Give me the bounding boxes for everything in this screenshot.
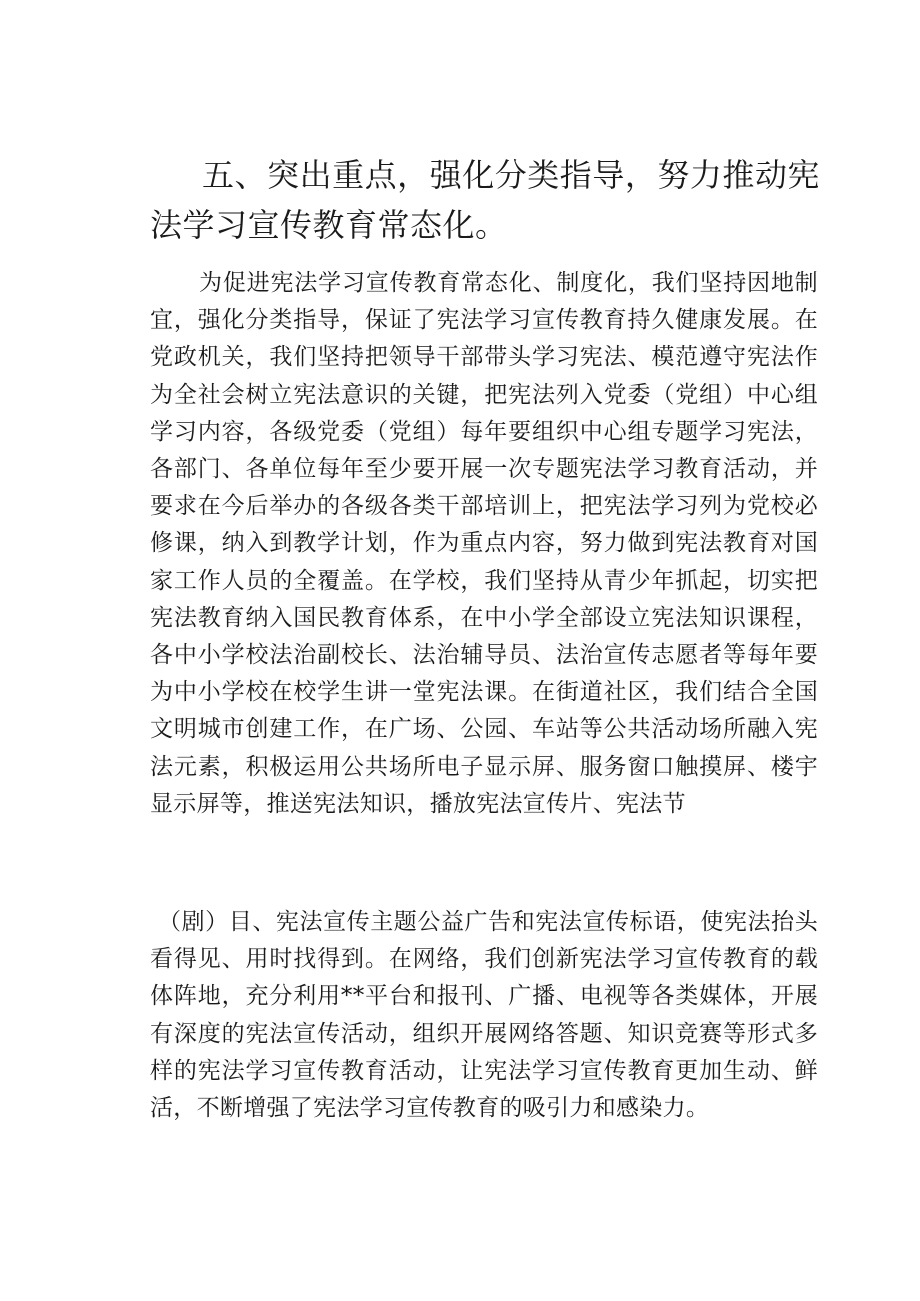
section-heading: 五、突出重点，强化分类指导，努力推动宪法学习宣传教育常态化。 — [150, 156, 820, 244]
body-paragraph-1: 为促进宪法学习宣传教育常态化、制度化，我们坚持因地制宜，强化分类指导，保证了宪法学习宣传教育持久健康发展。在党政机关，我们坚持把领导干部带头学习宪法、模范遵守宪法作为全社会树立宪法意识的关键，把宪法列入党委（党组）中心组学习内容，各级党委（党组）每年要组织中心组专题学习宪法，各部门、各单位每年至少要开展一次专题宪法学习教育活动，并要求在今后举办的各级各类干部培训上，把宪法学习列为党校必修课，纳入到教学计划，作为重点内容，努力做到宪法教育对国家工作人员的全覆盖。在学校，我们坚持从青少年抓起，切实把宪法教育纳入国民教育体系，在中小学全部设立宪法知识课程，各中小学校法治副校长、法治辅导员、法治宣传志愿者等每年要为中小学校在校学生讲一堂宪法课。在街道社区，我们结合全国文明城市创建工作，在广场、公园、车站等公共活动场所融入宪法元素，积极运用公共场所电子显示屏、服务窗口触摸屏、楼宇显示屏等，推送宪法知识，播放宪法宣传片、宪法节 — [150, 270, 818, 817]
body-paragraph-2: （剧）目、宪法宣传主题公益广告和宪法宣传标语，使宪法抬头看得见、用时找得到。在网络，我们创新宪法学习宣传教育的载体阵地，充分利用**平台和报刊、广播、电视等各类媒体，开展有深度的宪法宣传活动，组织开展网络答题、知识竞赛等形式多样的宪法学习宣传教育活动，让宪法学习宣传教育更加生动、鲜活，不断增强了宪法学习宣传教育的吸引力和感染力。 — [150, 909, 818, 1122]
